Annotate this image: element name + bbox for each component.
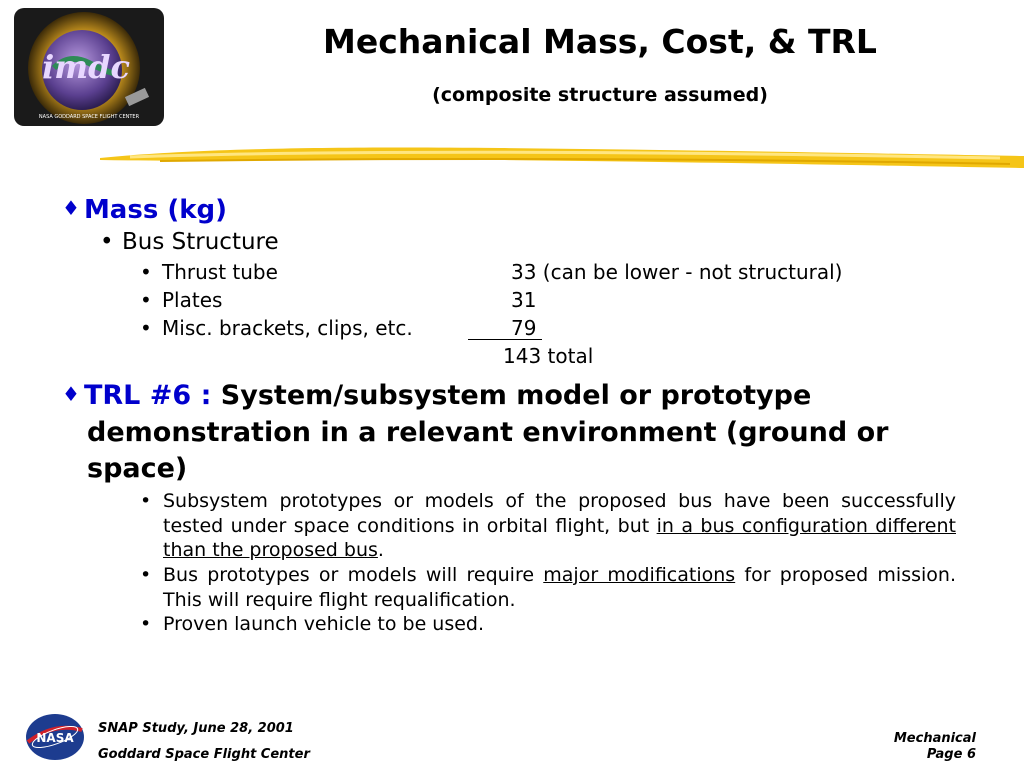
mass-item-thrust-tube: • Thrust tube bbox=[140, 260, 278, 284]
nasa-logo bbox=[24, 712, 86, 762]
footer-study: SNAP Study, June 28, 2001 bbox=[98, 721, 294, 736]
mass-item-misc: • Misc. brackets, clips, etc. bbox=[140, 316, 413, 340]
bus-structure-heading: • Bus Structure bbox=[100, 229, 279, 255]
footer-section: Mechanical bbox=[893, 731, 976, 746]
svg-text:NASA: NASA bbox=[36, 731, 74, 745]
bullet-icon: • bbox=[140, 564, 152, 586]
trl-description-line2: demonstration in a relevant environment (ground or bbox=[87, 417, 889, 448]
mass-item-plates: • Plates bbox=[140, 288, 223, 312]
page-title: Mechanical Mass, Cost, & TRL bbox=[323, 22, 877, 61]
trl-bullet-1: • Subsystem prototypes or models of the proposed bus have been successfully tested under space conditions in orbital flight, but in a bus configuration different than the proposed bus. bbox=[140, 490, 956, 561]
mass-heading: ♦ Mass (kg) bbox=[62, 195, 228, 225]
diamond-bullet-icon: ♦ bbox=[62, 196, 80, 220]
trl-bullet-2: • Bus prototypes or models will require major modifications for proposed mission. This will require flight requalification. bbox=[140, 564, 956, 611]
trl-description-line3: space) bbox=[87, 453, 188, 484]
highlight-stroke bbox=[100, 136, 1024, 176]
footer-page: Page 6 bbox=[926, 747, 976, 762]
bullet-icon: • bbox=[140, 613, 152, 635]
imdc-logo bbox=[14, 8, 164, 126]
bullet-icon: • bbox=[140, 490, 152, 512]
bullet-icon: • bbox=[100, 229, 114, 255]
mass-value-misc: 79 bbox=[511, 316, 537, 340]
bullet-icon: • bbox=[140, 260, 152, 284]
footer-center: Goddard Space Flight Center bbox=[98, 747, 310, 762]
trl-bullet-3: • Proven launch vehicle to be used. bbox=[140, 613, 485, 635]
bullet-icon: • bbox=[140, 288, 152, 312]
trl-heading: ♦ TRL #6 : System/subsystem model or prototype bbox=[62, 380, 812, 411]
bullet-icon: • bbox=[140, 316, 152, 340]
mass-value-plates: 31 bbox=[511, 288, 537, 312]
mass-value-thrust-tube: 33 (can be lower - not structural) bbox=[511, 260, 843, 284]
svg-text:NASA GODDARD SPACE FLIGHT CENT: NASA GODDARD SPACE FLIGHT CENTER bbox=[38, 114, 140, 120]
mass-total: 143 total bbox=[503, 344, 594, 368]
page-subtitle: (composite structure assumed) bbox=[432, 84, 768, 106]
diamond-bullet-icon: ♦ bbox=[62, 382, 80, 406]
svg-text:imdc: imdc bbox=[42, 48, 130, 86]
